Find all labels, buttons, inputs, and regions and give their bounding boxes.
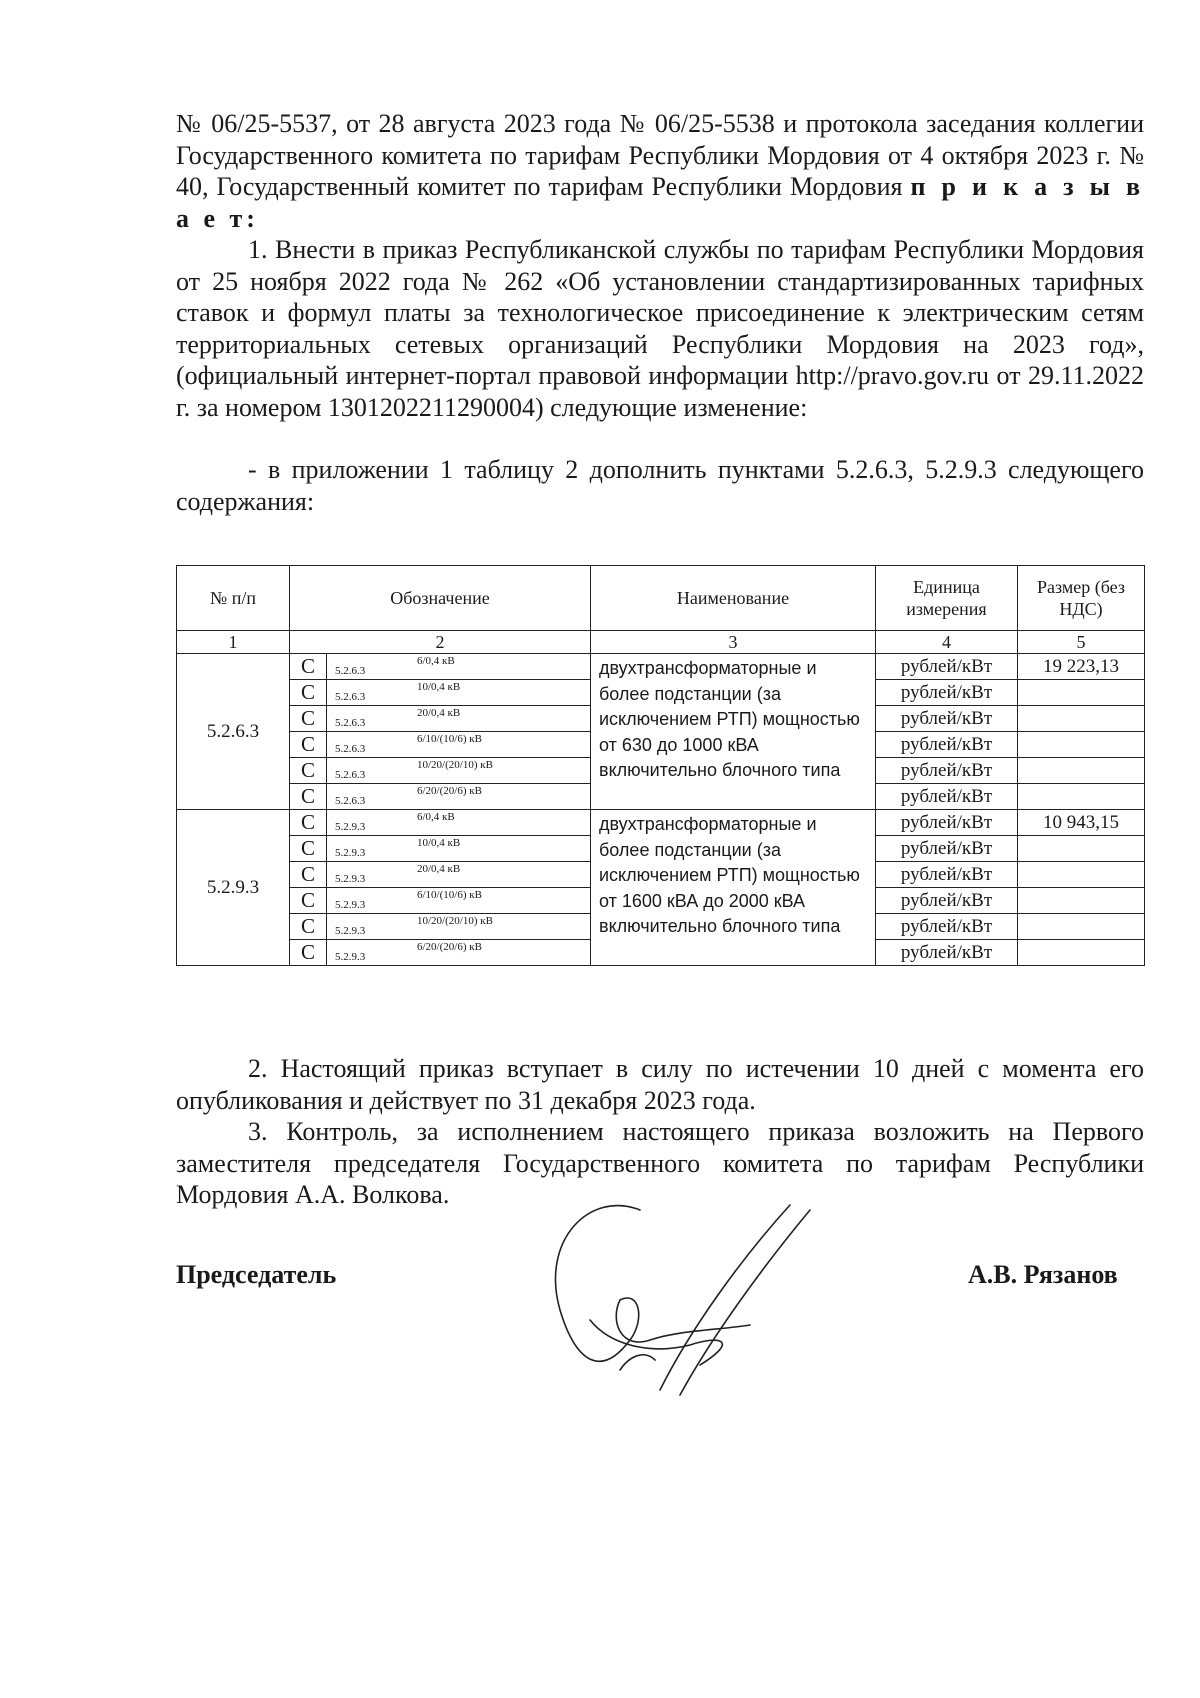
size-cell: 19 223,13 [1018,654,1145,680]
unit-cell: рублей/кВт [876,940,1018,966]
designation-code [327,836,591,862]
intro-text: № 06/25-5537, от 28 августа 2023 года № 06/25-5538 и протокола заседания коллегии Государственного комитета по тарифам Республики Мордовия от 4 октября 2023 г. № 40, Государственный комитет по тарифам Республики Мордовия [176,109,1144,201]
designation-letter: С [290,654,327,680]
designation-voltage: 6/10/(10/6) кВ [417,733,482,745]
designation-letter: С [290,732,327,758]
table-column-number-row [177,631,1145,654]
size-cell [1018,888,1145,914]
header-num: № п/п [177,566,290,631]
designation-voltage: 6/0,4 кВ [417,655,455,667]
item-name: двухтрансформаторные и более подстанции (за исключением РТП) мощностью от 1600 кВА до 2000 кВА включительно блочного типа [591,810,876,966]
designation-letter: С [290,706,327,732]
designation-voltage: 10/0,4 кВ [417,837,461,849]
designation-index: 5.2.9.3 [335,847,366,859]
designation-letter: С [290,940,327,966]
row-number: 5.2.9.3 [177,810,290,966]
designation-code [327,732,591,758]
designation-voltage: 10/20/(20/10) кВ [417,915,493,927]
designation-index: 5.2.9.3 [335,925,366,937]
col-number: 1 [177,631,290,654]
unit-cell: рублей/кВт [876,706,1018,732]
header-unit: Единица измерения [876,566,1018,631]
designation-letter: С [290,862,327,888]
designation-voltage: 6/0,4 кВ [417,811,455,823]
size-cell [1018,706,1145,732]
table-header-row [177,566,1145,631]
designation-code [327,810,591,836]
unit-cell: рублей/кВт [876,836,1018,862]
unit-cell: рублей/кВт [876,758,1018,784]
header-name: Наименование [591,566,876,631]
designation-index: 5.2.6.3 [335,743,366,755]
designation-letter: С [290,758,327,784]
col-number: 5 [1018,631,1145,654]
item3-paragraph: 3. Контроль, за исполнением настоящего приказа возложить на Первого заместителя председателя Государственного комитета по тарифам Республики Мордовия А.А. Волкова. [176,1117,1144,1209]
item1-paragraph: 1. Внести в приказ Республиканской службы по тарифам Республики Мордовия от 25 ноября 2022 года № 262 «Об установлении стандартизированных тарифных ставок и формул платы за технологическое присоединение к электрическим сетям территориальных сетевых организаций Республики Мордовия на 2023 год», (официальный интернет-портал правовой информации http://pravo.gov.ru от 29.11.2022 г. за номером 1301202211290004) следующие изменение: [176,235,1144,422]
designation-voltage: 6/20/(20/6) кВ [417,785,482,797]
designation-voltage: 20/0,4 кВ [417,863,461,875]
designation-index: 5.2.9.3 [335,873,366,885]
row-number: 5.2.6.3 [177,654,290,810]
designation-code [327,784,591,810]
designation-code [327,680,591,706]
unit-cell: рублей/кВт [876,862,1018,888]
designation-voltage: 10/0,4 кВ [417,681,461,693]
size-cell [1018,784,1145,810]
designation-voltage: 6/20/(20/6) кВ [417,941,482,953]
designation-code [327,706,591,732]
size-cell [1018,914,1145,940]
designation-letter: С [290,680,327,706]
designation-code [327,914,591,940]
designation-letter: С [290,888,327,914]
designation-letter: С [290,836,327,862]
designation-code [327,940,591,966]
designation-index: 5.2.9.3 [335,951,366,963]
header-designation: Обозначение [290,566,591,631]
handwritten-signature [520,1180,880,1420]
designation-code [327,862,591,888]
designation-index: 5.2.6.3 [335,717,366,729]
size-cell [1018,732,1145,758]
item2-paragraph: 2. Настоящий приказ вступает в силу по истечении 10 дней с момента его опубликования и действует по 31 декабря 2023 года. [176,1054,1144,1115]
size-cell [1018,680,1145,706]
table-row [177,654,1145,680]
designation-index: 5.2.6.3 [335,691,366,703]
size-cell [1018,862,1145,888]
designation-letter: С [290,784,327,810]
unit-cell: рублей/кВт [876,914,1018,940]
tariff-table [176,565,1145,966]
designation-letter: С [290,810,327,836]
unit-cell: рублей/кВт [876,680,1018,706]
designation-code [327,758,591,784]
designation-letter: С [290,914,327,940]
designation-index: 5.2.6.3 [335,795,366,807]
col-number: 2 [290,631,591,654]
designation-index: 5.2.9.3 [335,821,366,833]
table-body [177,654,1145,966]
col-number: 3 [591,631,876,654]
item1-sub-paragraph: - в приложении 1 таблицу 2 дополнить пунктами 5.2.6.3, 5.2.9.3 следующего содержания: [176,455,1144,516]
unit-cell: рублей/кВт [876,784,1018,810]
header-size: Размер (без НДС) [1018,566,1145,631]
unit-cell: рублей/кВт [876,810,1018,836]
signature-name: А.В. Рязанов [968,1260,1118,1289]
order-word: п р и к а з ы в а е т: [176,172,1144,233]
designation-index: 5.2.6.3 [335,665,366,677]
intro-paragraph [176,108,1144,234]
size-cell [1018,836,1145,862]
unit-cell: рублей/кВт [876,732,1018,758]
designation-index: 5.2.6.3 [335,769,366,781]
item-name: двухтрансформаторные и более подстанции (за исключением РТП) мощностью от 630 до 1000 кВА включительно блочного типа [591,654,876,810]
designation-code [327,654,591,680]
size-cell [1018,758,1145,784]
designation-voltage: 6/10/(10/6) кВ [417,889,482,901]
col-number: 4 [876,631,1018,654]
unit-cell: рублей/кВт [876,888,1018,914]
signature-role: Председатель [176,1260,337,1289]
unit-cell: рублей/кВт [876,654,1018,680]
designation-index: 5.2.9.3 [335,899,366,911]
size-cell: 10 943,15 [1018,810,1145,836]
designation-code [327,888,591,914]
designation-voltage: 10/20/(20/10) кВ [417,759,493,771]
designation-voltage: 20/0,4 кВ [417,707,461,719]
table-row [177,810,1145,836]
size-cell [1018,940,1145,966]
